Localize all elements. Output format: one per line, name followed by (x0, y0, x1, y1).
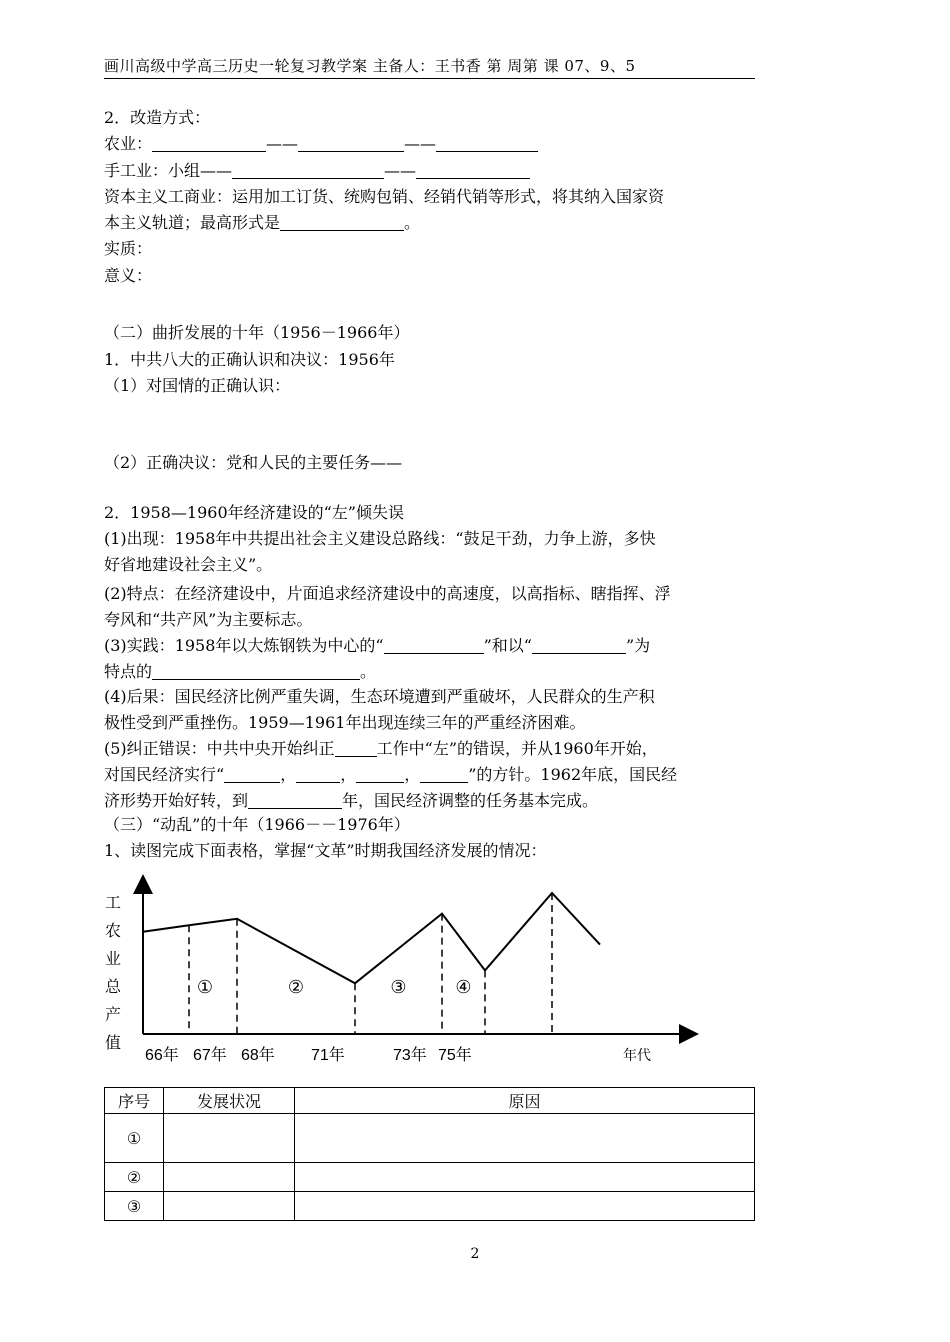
para-5c (104, 788, 598, 811)
header-cell: 发展状况 (164, 1088, 295, 1114)
status-cell[interactable] (164, 1114, 295, 1163)
capital-text: 本主义轨道；最高形式是 (104, 213, 281, 232)
x-tick-label: 73年 (393, 1047, 427, 1064)
sec2-item1: 1．中共八大的正确认识和决议：1956年 (104, 350, 395, 369)
sec1-title: 2．改造方式： (104, 108, 211, 127)
period: 。 (404, 213, 421, 232)
reason-cell[interactable] (295, 1114, 755, 1163)
blank-field[interactable] (384, 637, 484, 654)
para-1b: 好省地建设社会主义”。 (104, 555, 273, 574)
para-5a (104, 736, 658, 759)
sec2-item1-2: （2）正确决议：党和人民的主要任务—— (104, 453, 403, 472)
table-header-row (105, 1088, 755, 1114)
period: 。 (360, 662, 377, 681)
para-2b: 夸风和“共产风”为主要标志。 (104, 610, 313, 629)
para-4a: (4)后果：国民经济比例严重失调，生态环境遭到严重破坏，人民群众的生产积 (104, 687, 655, 706)
para-5b (104, 762, 677, 785)
blank-field[interactable] (280, 214, 404, 231)
comma: ， (340, 765, 357, 784)
para-3a (104, 633, 650, 656)
x-tick-label: 66年 (145, 1047, 179, 1064)
y-axis-label-char: 总 (105, 977, 122, 996)
table-row (105, 1114, 755, 1163)
blank-field[interactable] (248, 792, 342, 809)
economy-line-chart (95, 870, 705, 1070)
x-tick-label: 68年 (241, 1047, 275, 1064)
y-axis-label-char: 农 (105, 921, 122, 940)
blank-field[interactable] (532, 637, 626, 654)
x-tick-label: 71年 (311, 1047, 345, 1064)
table-row (105, 1192, 755, 1221)
text: (5)纠正错误：中共中央开始纠正 (104, 739, 335, 758)
blank-field[interactable] (298, 135, 404, 152)
blank-field[interactable] (152, 135, 266, 152)
blank-field[interactable] (436, 135, 538, 152)
row-number: ① (105, 1114, 164, 1163)
period-label: ④ (455, 977, 472, 997)
blank-field[interactable] (420, 766, 468, 783)
row-number: ③ (105, 1192, 164, 1221)
agri-line (104, 131, 538, 154)
dash: —— (404, 134, 437, 153)
craft-line (104, 158, 530, 181)
y-axis-label-char: 业 (105, 949, 122, 968)
dash: —— (384, 161, 417, 180)
para-1a: (1)出现：1958年中共提出社会主义建设总路线：“鼓足干劲，力争上游，多快 (104, 529, 656, 548)
text: 年，国民经济调整的任务基本完成。 (342, 791, 599, 810)
blank-field[interactable] (335, 740, 377, 757)
analysis-table (104, 1087, 755, 1221)
text: ”为 (625, 636, 651, 655)
header-cell: 原因 (295, 1088, 755, 1114)
x-tick-label: 75年 (438, 1047, 472, 1064)
text: 对国民经济实行“ (104, 765, 225, 784)
reason-cell[interactable] (295, 1192, 755, 1221)
text: 特点的 (104, 662, 153, 681)
y-axis-label-char: 产 (105, 1005, 122, 1024)
capital-line-1: 资本主义工商业：运用加工订货、统购包销、经销代销等形式，将其纳入国家资 (104, 187, 665, 206)
row-number: ② (105, 1163, 164, 1192)
period-label: ③ (390, 977, 407, 997)
x-tick-label: 67年 (193, 1047, 227, 1064)
sec2-item2: 2．1958—1960年经济建设的“左”倾失误 (104, 503, 404, 522)
para-3b (104, 659, 376, 682)
essence-label: 实质： (104, 239, 153, 258)
agri-label: 农业： (104, 134, 153, 153)
text: ”和以“ (483, 636, 532, 655)
craft-label: 手工业：小组—— (104, 161, 233, 180)
comma: ， (280, 765, 297, 784)
dash: —— (266, 134, 299, 153)
para-2a: (2)特点：在经济建设中，片面追求经济建设中的高速度，以高指标、瞎指挥、浮 (104, 584, 671, 603)
sec3-title: （三）“动乱”的十年（1966－－1976年） (104, 815, 410, 834)
table-row (105, 1163, 755, 1192)
blank-field[interactable] (356, 766, 404, 783)
blank-field[interactable] (232, 162, 384, 179)
blank-field[interactable] (296, 766, 340, 783)
period-label: ② (287, 977, 305, 997)
meaning-label: 意义： (104, 266, 153, 285)
blank-field[interactable] (224, 766, 280, 783)
output-series-line (143, 893, 600, 983)
text: (3)实践：1958年以大炼钢铁为中心的“ (104, 636, 384, 655)
page-number: 2 (470, 1246, 480, 1262)
header-cell: 序号 (105, 1088, 164, 1114)
sec3-item1: 1、读图完成下面表格，掌握“文革”时期我国经济发展的情况： (104, 841, 547, 860)
period-label: ① (196, 977, 214, 997)
sec2-title: （二）曲折发展的十年（1956－1966年） (104, 323, 410, 342)
text: ”的方针。1962年底，国民经 (468, 765, 678, 784)
sec2-item1-1: （1）对国情的正确认识： (104, 376, 291, 395)
page-header: 画川高级中学高三历史一轮复习教学案 主备人：王书香 第 周第 课 07、9、5 (104, 55, 755, 79)
y-axis-label-char: 值 (105, 1033, 122, 1052)
para-4b: 极性受到严重挫伤。1959—1961年出现连续三年的严重经济困难。 (104, 713, 586, 732)
blank-field[interactable] (416, 162, 530, 179)
x-axis-label: 年代 (623, 1047, 651, 1063)
comma: ， (404, 765, 421, 784)
text: 济形势开始好转，到 (104, 791, 249, 810)
status-cell[interactable] (164, 1192, 295, 1221)
capital-line-2 (104, 210, 420, 233)
y-axis-label-char: 工 (105, 893, 122, 912)
status-cell[interactable] (164, 1163, 295, 1192)
reason-cell[interactable] (295, 1163, 755, 1192)
blank-field[interactable] (152, 663, 360, 680)
text: 工作中“左”的错误，并从1960年开始， (376, 739, 658, 758)
